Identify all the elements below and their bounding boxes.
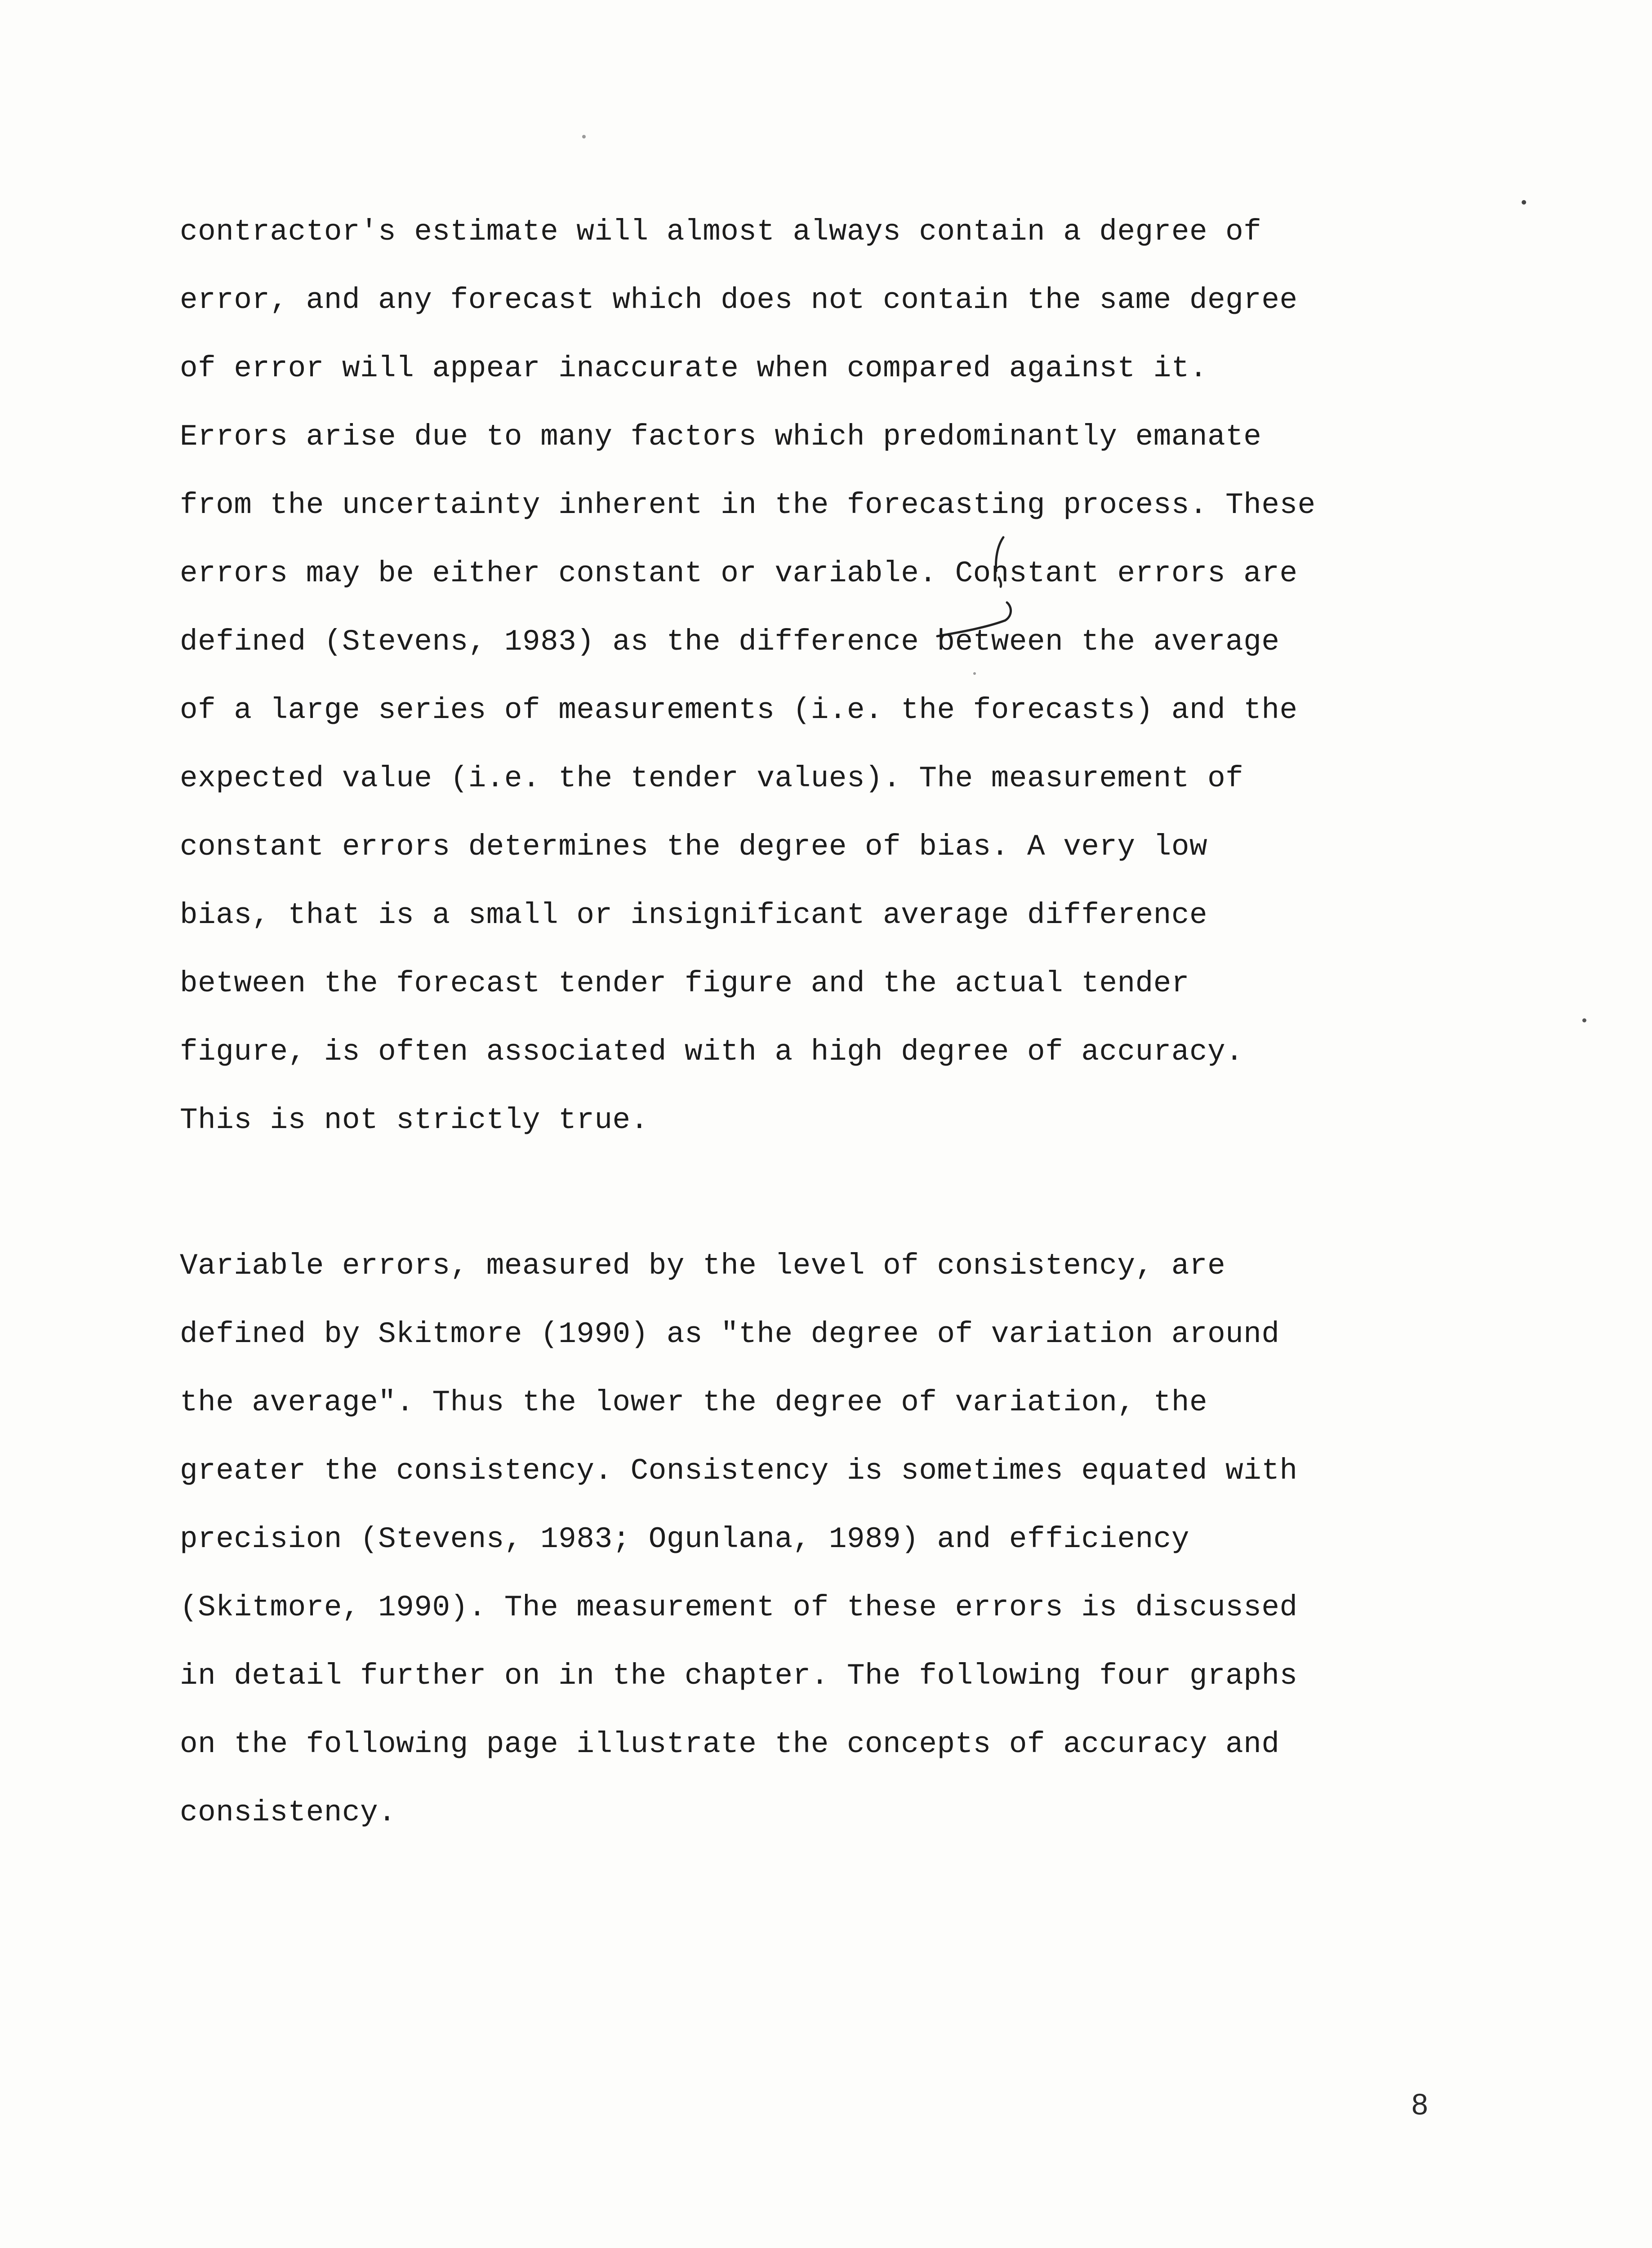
text-line: bias, that is a small or insignificant average difference [180,898,1208,932]
text-line: defined by Skitmore (1990) as "the degree of variation around [180,1317,1280,1351]
text-line: on the following page illustrate the concepts of accuracy and [180,1727,1280,1761]
text-line: Errors arise due to many factors which predominantly emanate [180,420,1262,454]
text-line: from the uncertainty inherent in the forecasting process. These [180,488,1316,522]
text-line: of error will appear inaccurate when compared against it. [180,352,1208,385]
text-line: of a large series of measurements (i.e. the forecasts) and the [180,693,1298,727]
scan-speck [1522,200,1526,205]
text-line: This is not strictly true. [180,1103,649,1137]
scan-speck [582,135,586,138]
text-line: contractor's estimate will almost always contain a degree of [180,215,1262,249]
page-number: 8 [1412,2087,1428,2121]
text-line: errors may be either constant or variable. Constant errors are [180,557,1298,590]
text-line: constant errors determines the degree of bias. A very low [180,830,1208,864]
paragraph [180,1232,1429,1847]
text-line: the average". Thus the lower the degree of variation, the [180,1386,1208,1419]
text-line: error, and any forecast which does not contain the same degree [180,283,1298,317]
text-line: figure, is often associated with a high degree of accuracy. [180,1035,1244,1069]
text-line: consistency. [180,1796,396,1829]
text-line: defined (Stevens, 1983) as the difference between the average [180,625,1280,659]
text-line: expected value (i.e. the tender values). The measurement of [180,762,1244,795]
paragraph [180,198,1429,1155]
text-line: Variable errors, measured by the level of consistency, are [180,1249,1226,1283]
text-line: precision (Stevens, 1983; Ogunlana, 1989) and efficiency [180,1522,1189,1556]
text-line: in detail further on in the chapter. The following four graphs [180,1659,1298,1693]
text-line: (Skitmore, 1990). The measurement of these errors is discussed [180,1591,1298,1624]
text-line: greater the consistency. Consistency is sometimes equated with [180,1454,1298,1488]
text-line: between the forecast tender figure and the actual tender [180,967,1189,1000]
scan-speck [1582,1018,1586,1022]
